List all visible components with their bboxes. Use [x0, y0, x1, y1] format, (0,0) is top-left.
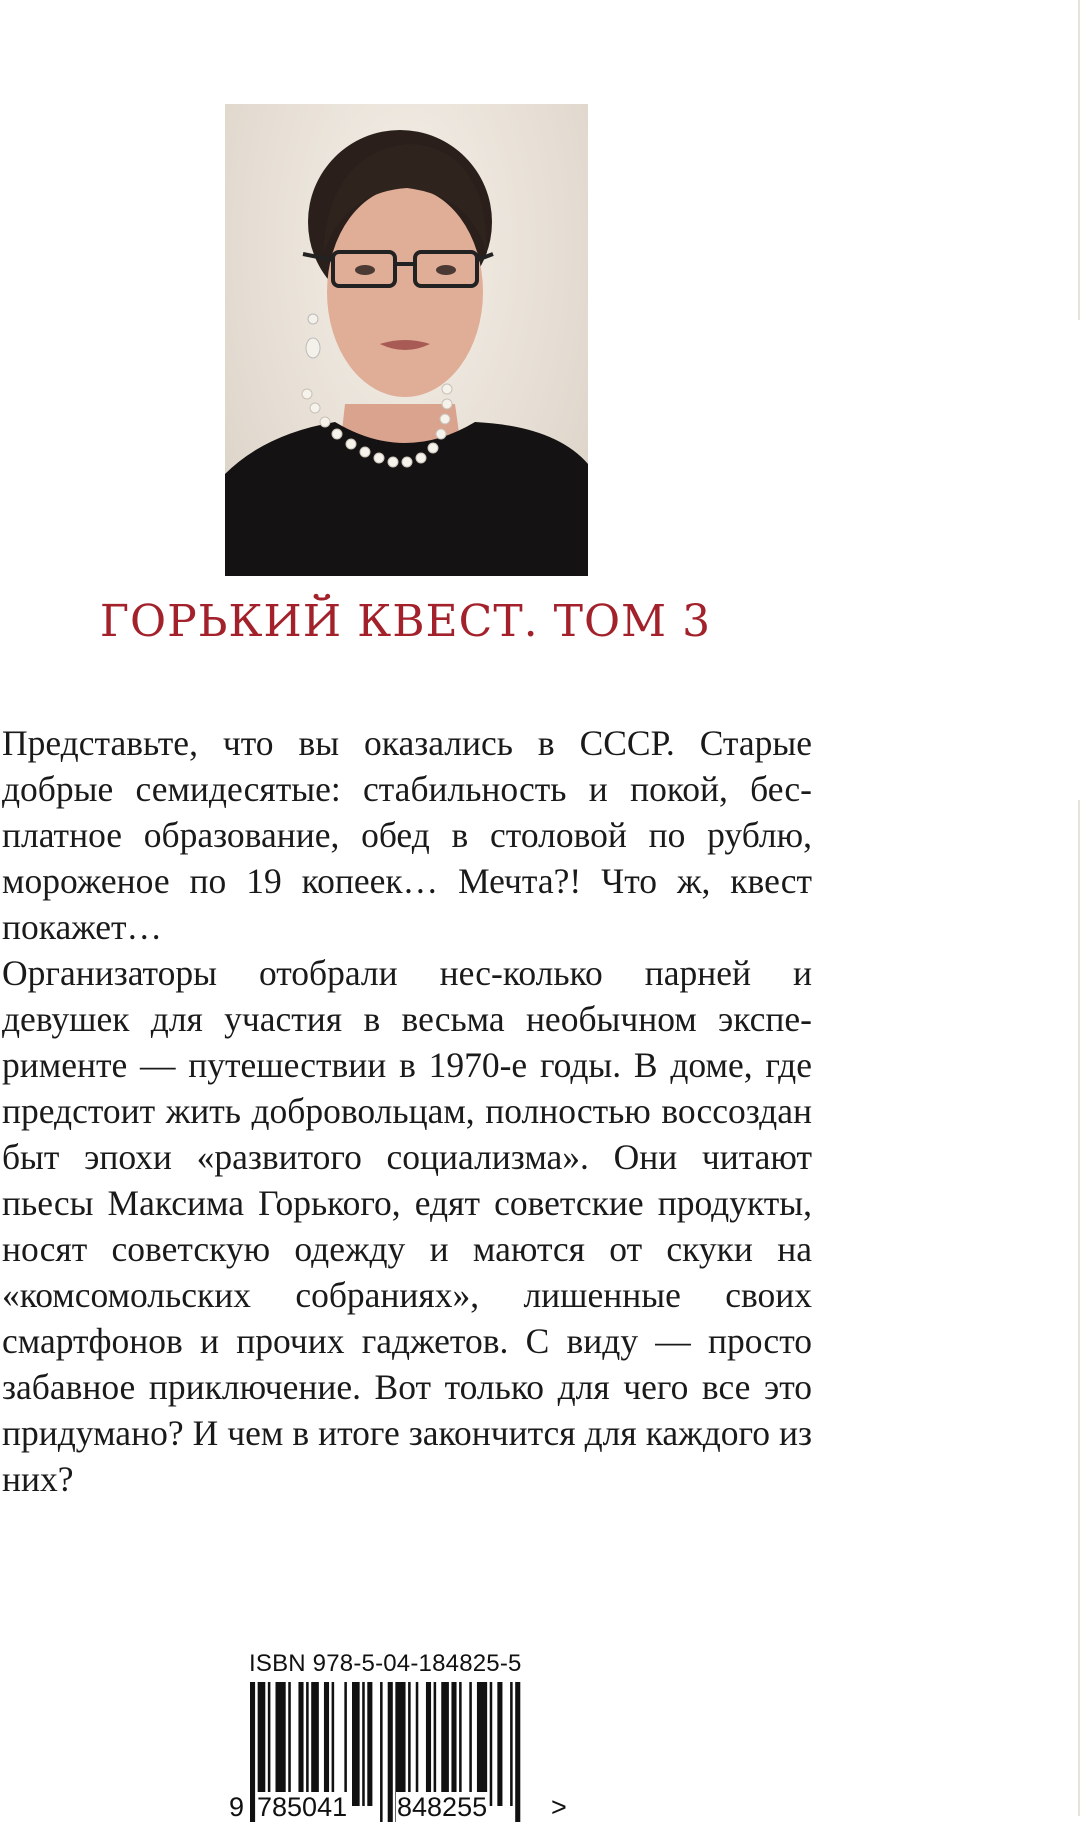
barcode-bar — [388, 1682, 393, 1822]
barcode-digit-group-right: 848255 — [397, 1792, 488, 1822]
barcode-bar — [311, 1682, 319, 1806]
barcode-digit-marker: > — [551, 1792, 567, 1822]
isbn-barcode — [228, 1650, 578, 1822]
barcode-bar — [426, 1682, 431, 1806]
barcode-bar — [362, 1682, 365, 1806]
barcode-bar — [298, 1682, 303, 1806]
barcode-bar — [416, 1682, 419, 1806]
barcode-bar — [469, 1682, 472, 1806]
barcode-bar — [477, 1682, 487, 1806]
barcode-bar — [408, 1682, 411, 1806]
description-paragraph: Представьте, что вы оказались в СССР. Старые добрые семидесятые: стабильность и покой, бесплатное образование, обед в столовой по рублю, мороженое по 19 копеек… Мечта?! Что ж, квест покажет… — [2, 723, 812, 947]
barcode-bar — [434, 1682, 437, 1806]
barcode-bar — [250, 1682, 255, 1822]
barcode-bar — [332, 1682, 335, 1806]
barcode-bar — [324, 1682, 329, 1806]
barcode-bar — [306, 1682, 309, 1806]
barcode-digit-first: 9 — [229, 1792, 245, 1822]
barcode-bar — [276, 1682, 286, 1806]
barcode-bar — [459, 1682, 462, 1806]
barcode-digit-group-left: 785041 — [257, 1792, 348, 1822]
barcode-bar — [367, 1682, 372, 1806]
barcode-bar — [380, 1682, 383, 1822]
barcode-bar — [344, 1682, 347, 1806]
author-photo — [225, 104, 588, 576]
barcode-bar — [352, 1682, 360, 1806]
book-title: ГОРЬКИЙ КВЕСТ. ТОМ 3 — [99, 596, 712, 647]
barcode-bar — [451, 1682, 456, 1806]
barcode-bar — [288, 1682, 291, 1806]
barcode-bar — [441, 1682, 449, 1806]
barcode-bar — [515, 1682, 520, 1822]
author-portrait-illustration — [225, 104, 588, 576]
barcode-bar — [490, 1682, 493, 1806]
description-paragraph: Организаторы отобрали нес-колько парней и девушек для участия в весьма необычном эксперименте — путешествии в 1970-е годы. В доме, где предстоит жить добровольцам, полностью воссоздан быт эпохи «развитого социализма». Они читают пьесы Максима Горького, едят советские продукты, носят советскую одежду и маются от скуки на «комсомольских собраниях», лишенные своих смартфонов и прочих гаджетов. С виду — просто забавное приключение. Вот только для чего все это придумано? И чем в итоге закончится для каждого из них? — [2, 953, 812, 1499]
isbn-label: ISBN 978-5-04-184825-5 — [249, 1650, 522, 1677]
barcode-bar — [510, 1682, 513, 1806]
barcode-bar — [497, 1682, 502, 1806]
book-description — [2, 720, 812, 1502]
barcode-bar — [268, 1682, 271, 1806]
